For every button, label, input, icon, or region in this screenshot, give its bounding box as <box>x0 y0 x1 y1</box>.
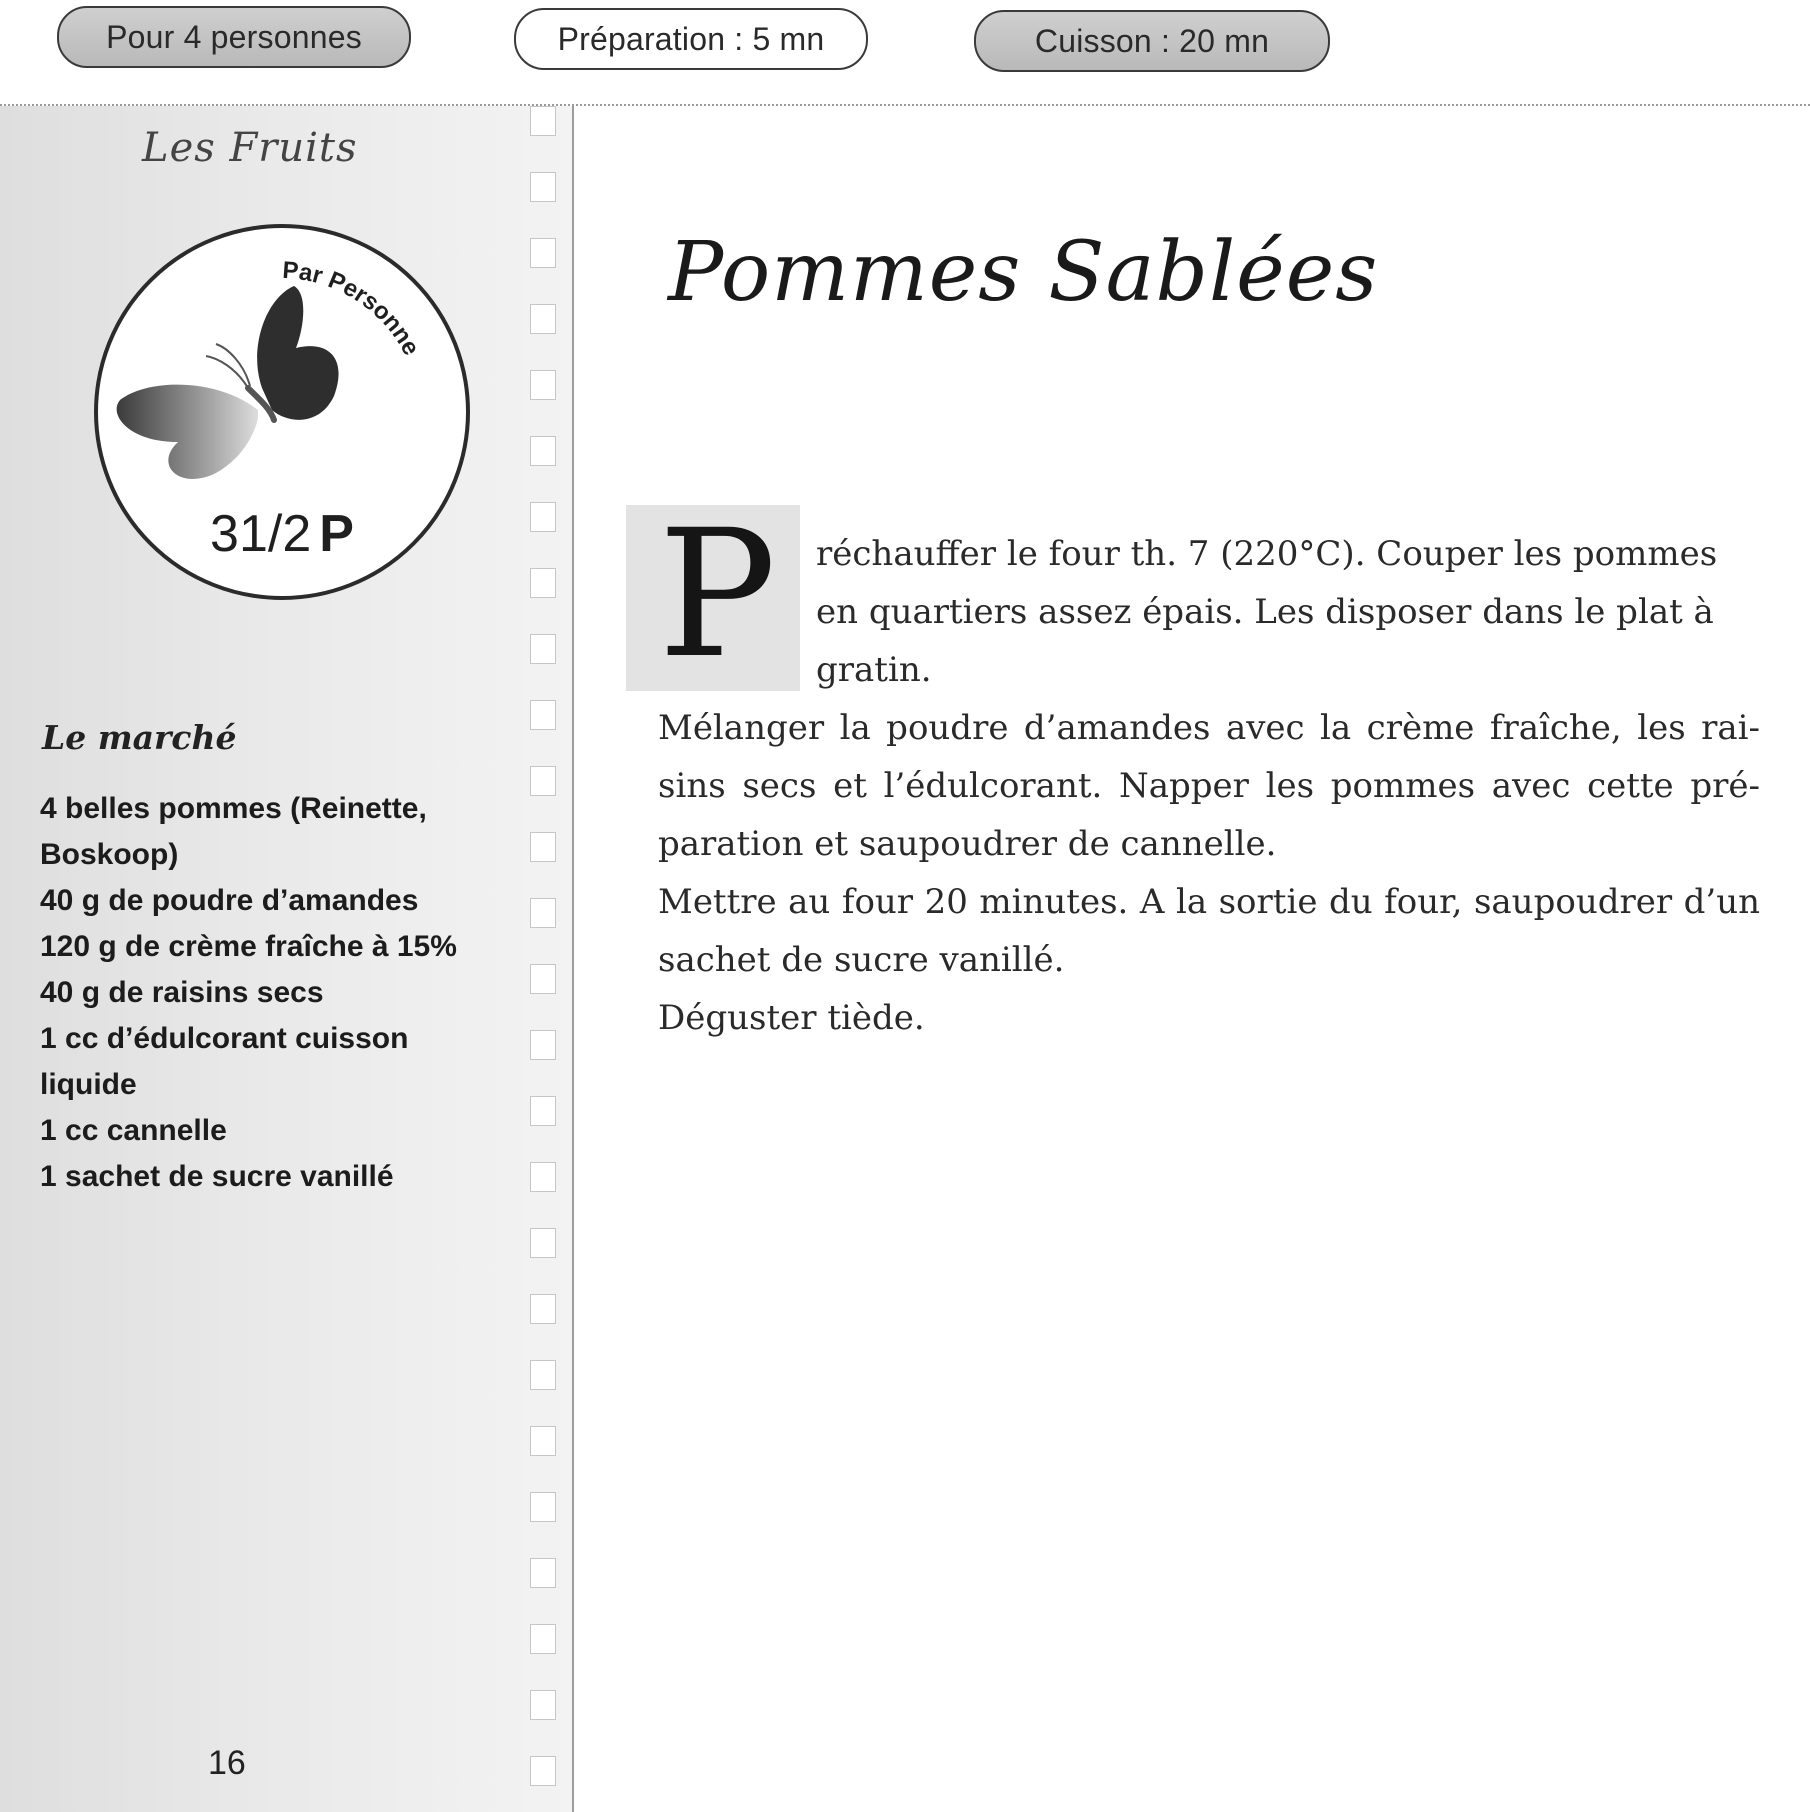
binding-hole <box>530 1690 556 1720</box>
binding-hole <box>530 1360 556 1390</box>
binding-hole <box>530 1624 556 1654</box>
binding-hole <box>530 964 556 994</box>
badge-arc-text: Par Personne <box>281 256 425 360</box>
binding-hole <box>530 304 556 334</box>
ingredient-line: 4 belles pommes (Reinette, <box>40 792 427 825</box>
servings-label: Pour 4 personnes <box>106 18 362 55</box>
binding-hole <box>530 1294 556 1324</box>
page-number: 16 <box>208 1744 246 1782</box>
binding-hole <box>530 700 556 730</box>
binding-hole <box>530 436 556 466</box>
binding-hole <box>530 832 556 862</box>
recipe-paragraph: Déguster tiède. <box>658 998 925 1038</box>
binding-hole <box>530 634 556 664</box>
points-value <box>98 504 466 564</box>
recipe-title: Pommes Sablées <box>668 225 1379 320</box>
recipe-paragraph: Mettre au four 20 minutes. A la sortie du four, saupoudrer d’un sachet de sucre vanillé. <box>658 882 1760 980</box>
binding-hole <box>530 1426 556 1456</box>
first-paragraph <box>816 525 1760 699</box>
ingredient-line: 1 cc d’édulcorant cuisson <box>40 1022 409 1055</box>
ingredient-line: liquide <box>40 1068 137 1101</box>
ingredient-line: 120 g de crème fraîche à 15% <box>40 930 457 963</box>
binding-hole <box>530 1756 556 1786</box>
binding-hole <box>530 568 556 598</box>
preparation-pill <box>514 8 868 70</box>
ingredient-line: 1 sachet de sucre vanillé <box>40 1160 394 1193</box>
preparation-label: Préparation : 5 mn <box>557 20 825 57</box>
ingredient-line: Boskoop) <box>40 838 179 871</box>
binding-hole <box>530 238 556 268</box>
ingredient-line: 1 cc cannelle <box>40 1114 227 1147</box>
binding-hole <box>530 1492 556 1522</box>
recipe-steps <box>658 699 1760 1047</box>
section-title: Les Fruits <box>142 125 358 171</box>
dropcap-letter: P <box>658 492 777 697</box>
first-paragraph-line: réchauffer le four th. 7 (220°C). Couper les pommes <box>816 534 1718 574</box>
ingredient-line: 40 g de poudre d’amandes <box>40 884 419 917</box>
binding-hole <box>530 1228 556 1258</box>
points-number: 31/2 <box>210 505 312 563</box>
spiral-binding <box>520 106 574 1812</box>
cooking-pill <box>974 10 1330 72</box>
binding-hole <box>530 766 556 796</box>
binding-hole <box>530 1030 556 1060</box>
binding-hole <box>530 898 556 928</box>
cooking-label: Cuisson : 20 mn <box>1034 22 1270 59</box>
binding-hole <box>530 172 556 202</box>
servings-pill <box>57 6 411 68</box>
recipe-paragraph: Mélanger la poudre d’amandes avec la crème fraîche, les rai-sins secs et l’édulcorant. Napper les pommes avec cette pré-paration et saupoudrer de cannelle. <box>658 708 1760 864</box>
points-badge <box>94 224 470 600</box>
first-paragraph-line: gratin. <box>816 650 932 690</box>
market-title: Le marché <box>42 718 237 757</box>
binding-edge <box>572 106 574 1812</box>
points-letter: P <box>319 505 354 563</box>
first-paragraph-line: en quartiers assez épais. Les disposer dans le plat à <box>816 592 1714 632</box>
binding-hole <box>530 502 556 532</box>
binding-hole <box>530 1558 556 1588</box>
ingredient-line: 40 g de raisins secs <box>40 976 324 1009</box>
binding-hole <box>530 106 556 136</box>
ingredient-list <box>40 786 510 1200</box>
binding-hole <box>530 370 556 400</box>
binding-hole <box>530 1162 556 1192</box>
binding-hole <box>530 1096 556 1126</box>
